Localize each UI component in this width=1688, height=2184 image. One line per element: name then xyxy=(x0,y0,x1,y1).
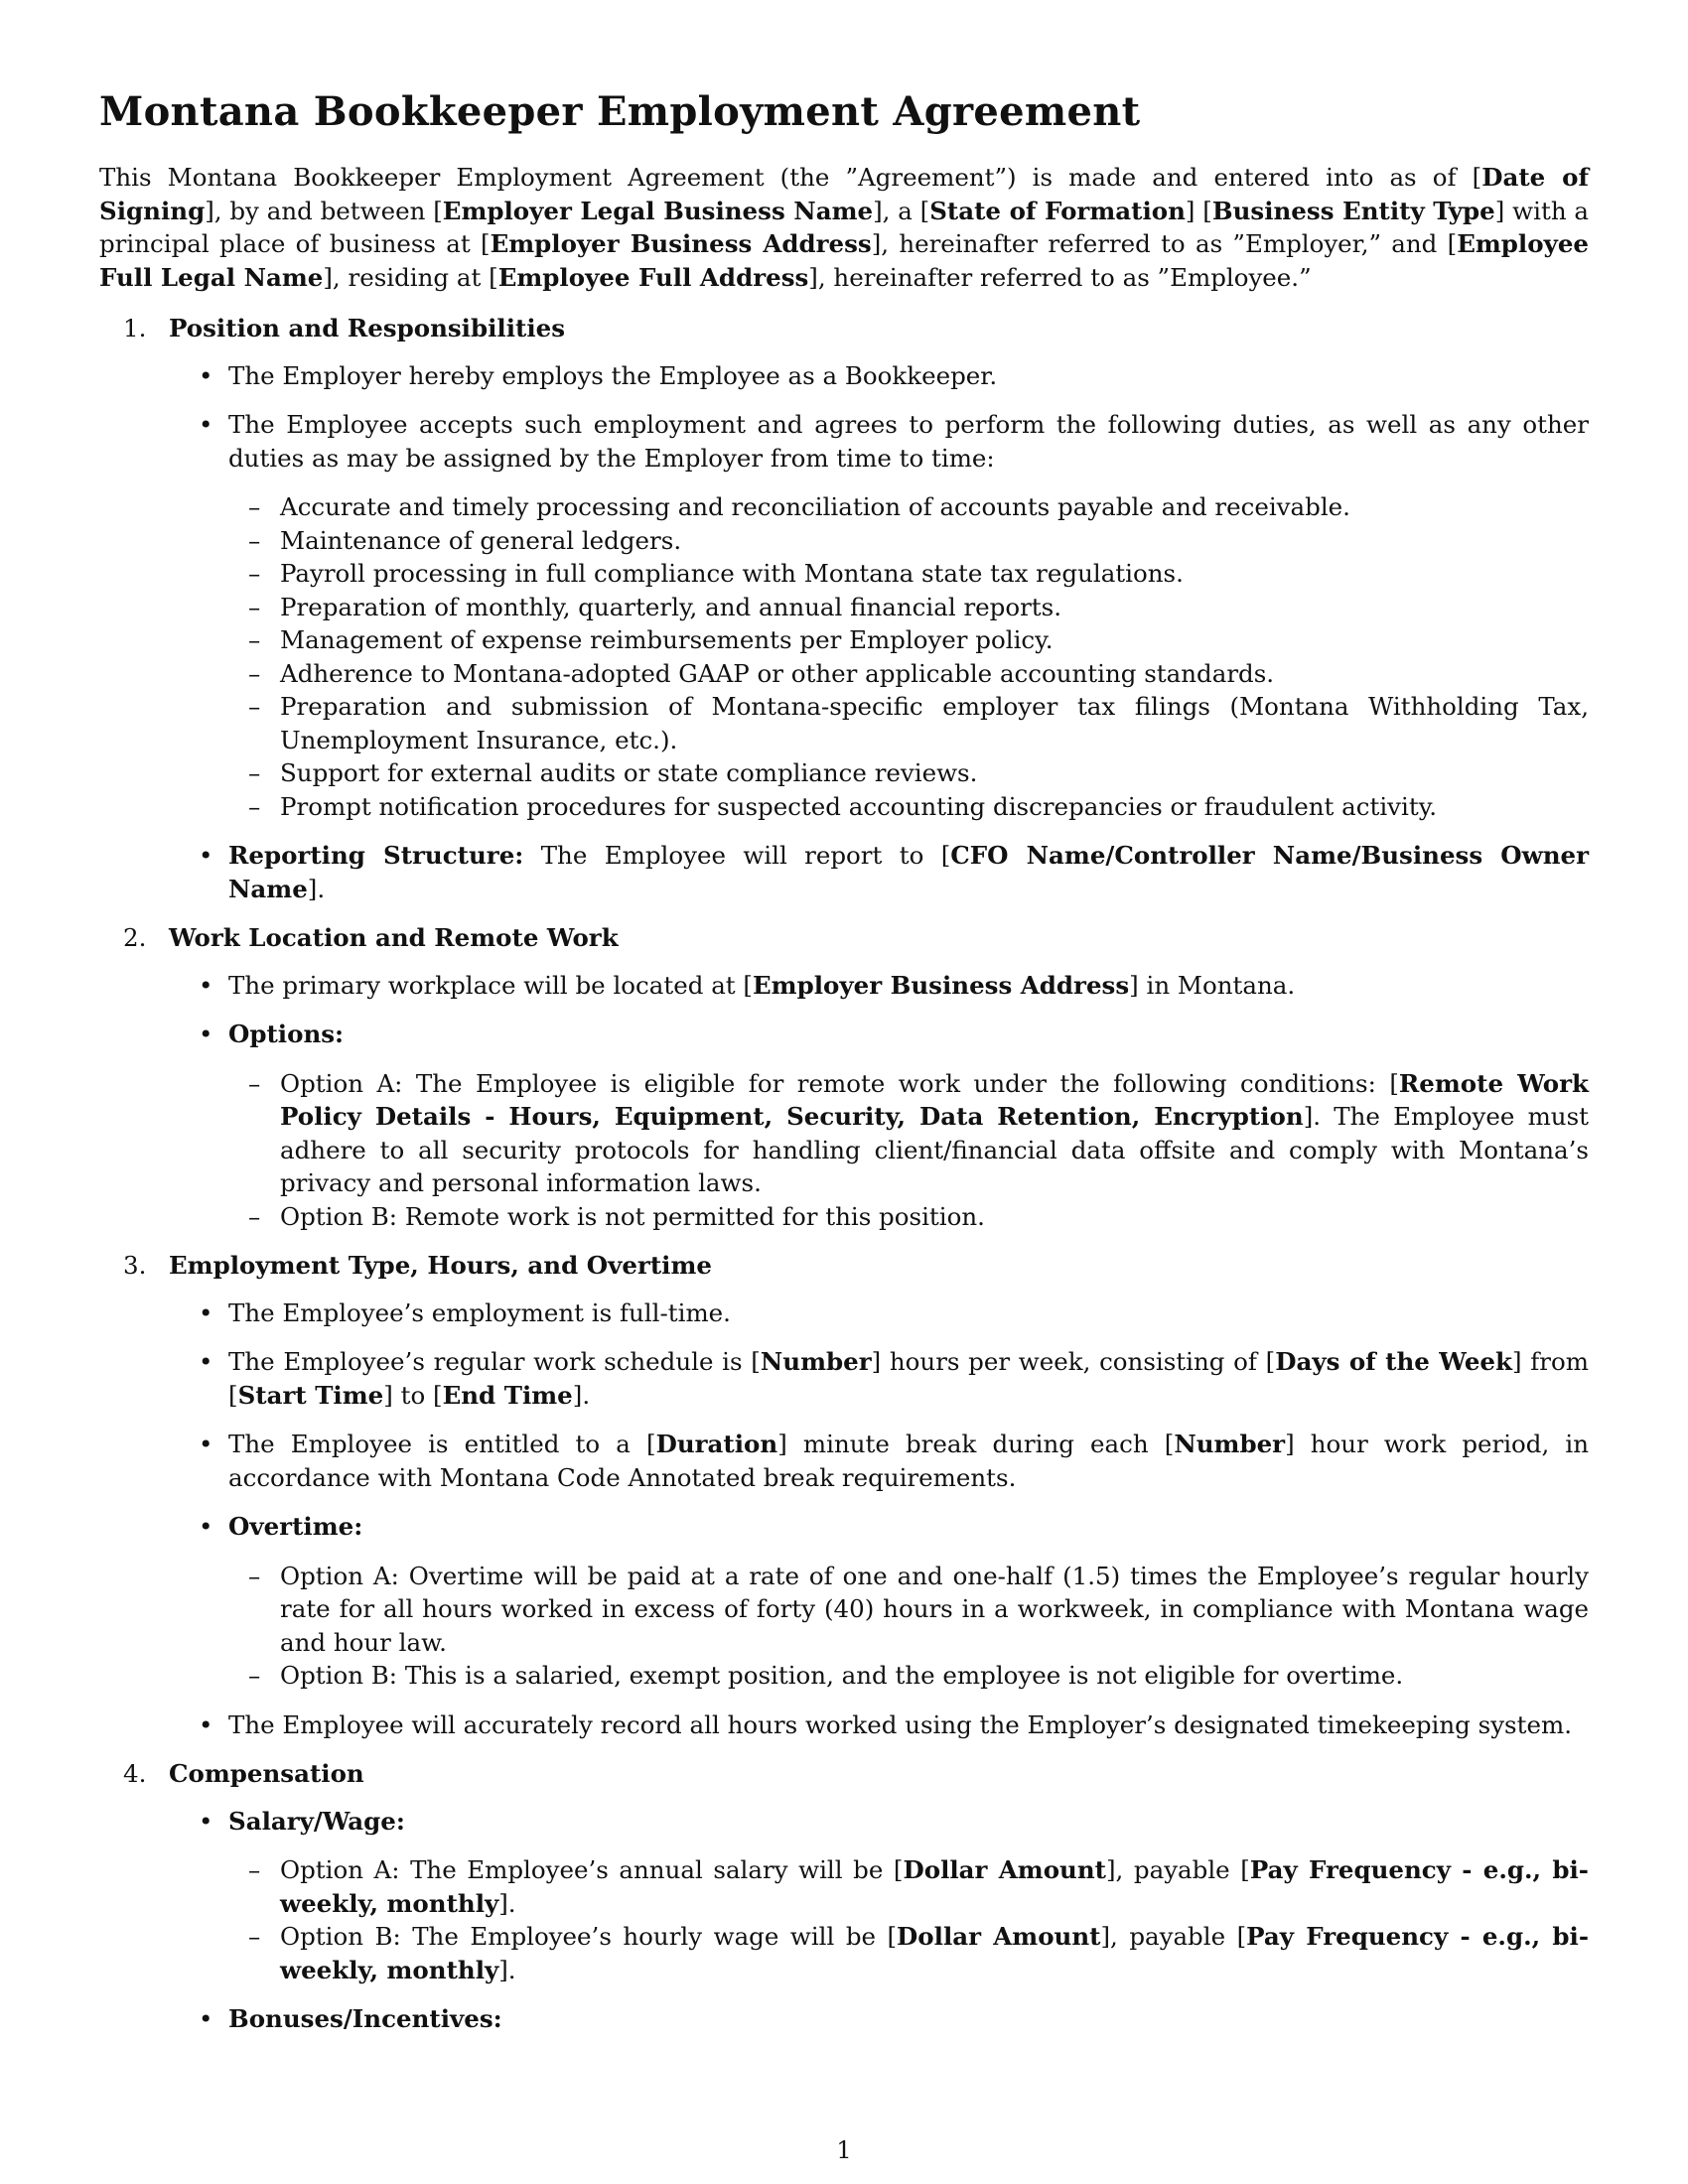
intro-text: ], hereinafter referred to as ”Employee.” xyxy=(808,262,1312,292)
bullet-list xyxy=(169,359,1589,906)
duty-item: – Support for external audits or state compliance reviews. xyxy=(228,756,1589,790)
field-start-time: Start Time xyxy=(237,1380,384,1410)
bullet-text: ] minute break during each [ xyxy=(777,1430,1175,1458)
section-title: Compensation xyxy=(169,1759,364,1788)
duty-item: – Accurate and timely processing and reconciliation of accounts payable and receivable. xyxy=(228,490,1589,524)
section-title: Work Location and Remote Work xyxy=(169,923,619,952)
intro-text: ], residing at [ xyxy=(323,262,498,292)
bullet-list xyxy=(169,969,1589,1234)
section-number: 2. xyxy=(123,923,147,952)
option-text: Option A: The Employee is eligible for remote work under the following conditions: [ xyxy=(280,1068,1399,1098)
bullet-item xyxy=(169,1510,1589,1693)
field-pay-frequency: Pay Frequency - e.g., bi-weekly, monthly xyxy=(280,1922,1589,1984)
bullet-text: ]. xyxy=(572,1380,591,1410)
section-number: 3. xyxy=(123,1251,147,1280)
option-text: ]. The Employee must adhere to all security protocols for handling client/financial data offsite and comply with Montana’s privacy and personal information laws. xyxy=(280,1102,1590,1197)
intro-text: This Montana Bookkeeper Employment Agreement (the ”Agreement”) is made and entered into as of [ xyxy=(99,163,1482,192)
field-employer-name: Employer Legal Business Name xyxy=(442,196,874,225)
field-hours-number: Number xyxy=(760,1347,872,1376)
sections-list xyxy=(99,312,1589,2036)
section-employment-type xyxy=(99,1249,1589,1741)
bullet-item xyxy=(169,408,1589,823)
duty-item: – Payroll processing in full compliance with Montana state tax regulations. xyxy=(228,557,1589,591)
field-date-of-signing: Date of Signing xyxy=(99,163,1589,225)
overtime-label: Overtime: xyxy=(228,1512,363,1541)
section-title: Employment Type, Hours, and Overtime xyxy=(169,1251,712,1280)
option-text: ]. xyxy=(498,1955,516,1984)
intro-text: ], hereinafter referred to as ”Employer,” and [ xyxy=(871,229,1458,258)
duty-item: – Preparation of monthly, quarterly, and annual financial reports. xyxy=(228,591,1589,624)
option-item: – Option A: Overtime will be paid at a rate of one and one-half (1.5) times the Employee’s regular hourly rate for all hours worked in excess of forty (40) hours in a workweek, in compliance with Montana wage and hour law. xyxy=(228,1560,1589,1660)
bullet-item xyxy=(169,969,1589,1003)
bullet-text: ] in Montana. xyxy=(1129,970,1296,1000)
duty-item: – Maintenance of general ledgers. xyxy=(228,524,1589,558)
intro-text: ], a [ xyxy=(873,196,930,225)
options-label: Options: xyxy=(228,1020,345,1048)
field-remote-policy: Remote Work Policy Details - Hours, Equipment, Security, Data Retention, Encryption xyxy=(280,1068,1590,1131)
section-title: Position and Responsibilities xyxy=(169,314,566,342)
bullet-text: ] hours per week, consisting of [ xyxy=(871,1347,1276,1376)
reporting-structure-label: Reporting Structure: xyxy=(228,841,524,870)
section-position xyxy=(99,312,1589,905)
option-item xyxy=(228,1067,1589,1200)
bullet-text: ] hour work period, in accordance with Montana Code Annotated break requirements. xyxy=(228,1430,1590,1492)
duties-list xyxy=(228,490,1589,823)
bullet-item: • The Employee will accurately record all hours worked using the Employer’s designated timekeeping system. xyxy=(169,1708,1589,1742)
section-compensation xyxy=(99,1757,1589,2036)
field-dollar-amount: Dollar Amount xyxy=(903,1855,1106,1884)
field-dollar-amount: Dollar Amount xyxy=(897,1922,1101,1951)
bullet-item xyxy=(169,1018,1589,1233)
overtime-options-list xyxy=(228,1560,1589,1693)
field-supervisor: CFO Name/Controller Name/Business Owner Name xyxy=(228,841,1590,903)
bullet-list xyxy=(169,1297,1589,1742)
section-number: 1. xyxy=(123,314,147,342)
intro-text: ] [ xyxy=(1185,196,1212,225)
field-end-time: End Time xyxy=(442,1380,573,1410)
field-employer-address: Employer Business Address xyxy=(490,229,872,258)
field-employer-address: Employer Business Address xyxy=(753,970,1130,1000)
duty-item: – Preparation and submission of Montana-specific employer tax filings (Montana Withholding Tax, Unemployment Insurance, etc.). xyxy=(228,690,1589,756)
field-employee-name: Employee Full Legal Name xyxy=(99,229,1589,292)
bullet-item xyxy=(169,1805,1589,1987)
section-work-location xyxy=(99,921,1589,1233)
bullet-item xyxy=(169,839,1589,905)
bullet-text: The Employee is entitled to a [ xyxy=(228,1430,656,1458)
bullet-text: The Employee accepts such employment and agrees to perform the following duties, as well as any other duties as may be assigned by the Employer from time to time: xyxy=(228,410,1589,473)
intro-text: ], by and between [ xyxy=(205,196,443,225)
intro-text: ] with a principal place of business at [ xyxy=(99,196,1590,258)
duty-item: – Adherence to Montana-adopted GAAP or other applicable accounting standards. xyxy=(228,657,1589,691)
field-break-duration: Duration xyxy=(655,1430,778,1458)
bonuses-label: Bonuses/Incentives: xyxy=(228,2004,502,2033)
field-employee-address: Employee Full Address xyxy=(497,262,809,292)
document-title: Montana Bookkeeper Employment Agreement xyxy=(99,88,1141,135)
option-item: – Option B: Remote work is not permitted for this position. xyxy=(228,1200,1589,1234)
option-item: – Option B: This is a salaried, exempt position, and the employee is not eligible for overtime. xyxy=(228,1659,1589,1693)
field-work-period-number: Number xyxy=(1174,1430,1286,1458)
field-pay-frequency: Pay Frequency - e.g., bi-weekly, monthly xyxy=(280,1855,1589,1918)
bullet-item xyxy=(169,2002,1589,2036)
duty-item: – Prompt notification procedures for suspected accounting discrepancies or fraudulent activity. xyxy=(228,790,1589,824)
option-item xyxy=(228,1920,1589,1986)
bullet-item: • The Employer hereby employs the Employee as a Bookkeeper. xyxy=(169,359,1589,393)
bullet-text: ] to [ xyxy=(383,1380,443,1410)
salary-wage-label: Salary/Wage: xyxy=(228,1806,405,1836)
bullet-item: • The Employee’s employment is full-time. xyxy=(169,1297,1589,1330)
field-state-of-formation: State of Formation xyxy=(929,196,1186,225)
duty-item: – Management of expense reimbursements per Employer policy. xyxy=(228,623,1589,657)
bullet-text: The Employee will report to [ xyxy=(523,841,951,870)
bullet-text: ] from [ xyxy=(228,1347,1590,1410)
option-text: ], payable [ xyxy=(1100,1922,1247,1951)
field-entity-type: Business Entity Type xyxy=(1211,196,1495,225)
option-text: ], payable [ xyxy=(1106,1855,1250,1884)
intro-paragraph xyxy=(99,161,1589,294)
option-text: ]. xyxy=(498,1888,516,1918)
bullet-text: The primary workplace will be located at [ xyxy=(228,970,753,1000)
section-number: 4. xyxy=(123,1759,147,1788)
option-text: Option B: The Employee’s hourly wage will be [ xyxy=(280,1922,898,1951)
salary-options-list xyxy=(228,1853,1589,1986)
field-days-of-week: Days of the Week xyxy=(1275,1347,1512,1376)
bullet-item xyxy=(169,1428,1589,1494)
bullet-text: ]. xyxy=(307,874,326,903)
option-item xyxy=(228,1853,1589,1920)
bullet-item xyxy=(169,1345,1589,1412)
bullet-text: The Employee’s regular work schedule is [ xyxy=(228,1347,761,1376)
option-text: Option A: The Employee’s annual salary will be [ xyxy=(280,1855,904,1884)
options-list xyxy=(228,1067,1589,1234)
bullet-list xyxy=(169,1805,1589,2036)
document-page xyxy=(99,87,1589,2052)
page-number: 1 xyxy=(836,2136,852,2164)
